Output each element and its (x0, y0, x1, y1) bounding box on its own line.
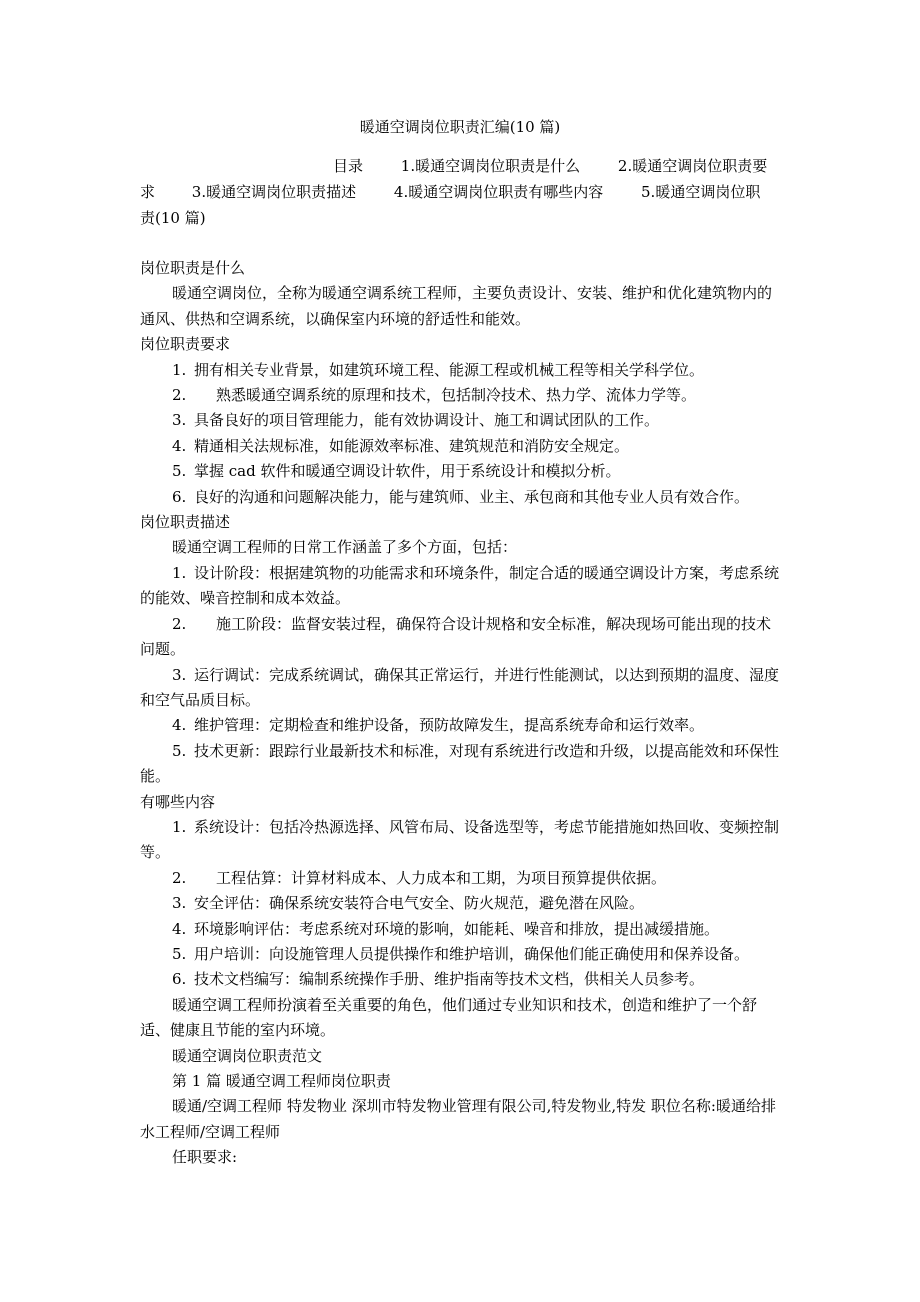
list-text: 具备良好的项目管理能力，能有效协调设计、施工和调试团队的工作。 (194, 411, 660, 430)
toc-item-3[interactable]: 3.暖通空调岗位职责描述 (191, 183, 357, 201)
section-heading: 有哪些内容 (140, 792, 216, 811)
list-item (140, 739, 785, 790)
list-item (140, 917, 785, 942)
list-number: 1. (172, 563, 187, 582)
toc-item-2-cont[interactable]: 求 (140, 183, 156, 201)
list-text: 维护管理：定期检查和维护设备，预防故障发生，提高系统寿命和运行效率。 (194, 716, 705, 735)
list-text: 工程估算：计算材料成本、人力成本和工期，为项目预算提供依据。 (216, 868, 667, 887)
list-text: 用户培训：向设施管理人员提供操作和维护培训，确保他们能正确使用和保养设备。 (194, 944, 750, 963)
table-of-contents (140, 153, 785, 231)
list-item (140, 408, 785, 433)
list-item (140, 612, 785, 663)
list-item (140, 866, 785, 891)
paragraph: 暖通空调工程师的日常工作涵盖了多个方面，包括： (172, 538, 518, 557)
list-item (140, 485, 785, 510)
toc-item-2[interactable]: 2.暖通空调岗位职责要 (617, 157, 768, 175)
list-number: 5. (172, 741, 187, 760)
list-number: 5. (172, 944, 187, 963)
list-item (140, 967, 785, 992)
section-heading: 岗位职责要求 (140, 335, 231, 354)
list-text: 技术文档编写：编制系统操作手册、维护指南等技术文档，供相关人员参考。 (194, 970, 705, 989)
list-item (140, 358, 785, 383)
list-number: 1. (172, 360, 187, 379)
list-text: 良好的沟通和问题解决能力，能与建筑师、业主、承包商和其他专业人员有效合作。 (194, 487, 750, 506)
list-item (140, 663, 785, 714)
list-number: 1. (172, 817, 187, 836)
section-heading: 岗位职责是什么 (140, 259, 246, 277)
list-number: 6. (172, 487, 187, 506)
list-number: 2. (172, 868, 187, 887)
list-item (140, 434, 785, 459)
list-item (140, 459, 785, 484)
list-number: 5. (172, 462, 187, 481)
list-item (140, 561, 785, 612)
paragraph: 暖通空调岗位，全称为暖通空调系统工程师，主要负责设计、安装、维护和优化建筑物内的通风、供热和空调系统，以确保室内环境的舒适性和能效。 (140, 284, 773, 328)
requirements-label: 任职要求: (172, 1148, 238, 1167)
toc-item-5[interactable]: 5.暖通空调岗位职 (641, 183, 761, 201)
article-title: 第 1 篇 暖通空调工程师岗位职责 (172, 1072, 391, 1090)
toc-label: 目录 (333, 157, 364, 175)
toc-item-4[interactable]: 4.暖通空调岗位职责有哪些内容 (393, 183, 604, 201)
list-item (140, 383, 785, 408)
list-number: 3. (172, 411, 187, 430)
list-text: 运行调试：完成系统调试，确保其正常运行，并进行性能测试，以达到预期的温度、湿度和空气品质目标。 (140, 665, 780, 709)
list-item (140, 891, 785, 916)
list-text: 安全评估：确保系统安装符合电气安全、防火规范，避免潜在风险。 (194, 894, 645, 913)
list-number: 4. (172, 436, 187, 455)
list-text: 熟悉暖通空调系统的原理和技术，包括制冷技术、热力学、流体力学等。 (216, 386, 697, 405)
list-number: 2. (172, 386, 187, 405)
list-item (140, 815, 785, 866)
list-item (140, 942, 785, 967)
list-text: 施工阶段：监督安装过程，确保符合设计规格和安全标准，解决现场可能出现的技术问题。 (140, 614, 772, 659)
list-text: 掌握 cad 软件和暖通空调设计软件，用于系统设计和模拟分析。 (194, 462, 621, 481)
section-heading: 岗位职责描述 (140, 513, 231, 532)
document-body (140, 256, 785, 1171)
paragraph: 暖通空调工程师扮演着至关重要的角色，他们通过专业知识和技术，创造和维护了一个舒适、健康且节能的室内环境。 (140, 995, 758, 1040)
list-number: 3. (172, 894, 187, 913)
list-number: 4. (172, 716, 187, 735)
list-text: 系统设计：包括冷热源选择、风管布局、设备选型等，考虑节能措施如热回收、变频控制等。 (140, 817, 780, 862)
section-heading: 暖通空调岗位职责范文 (172, 1046, 323, 1065)
list-text: 拥有相关专业背景，如建筑环境工程、能源工程或机械工程等相关学科学位。 (194, 360, 705, 379)
document-title: 暖通空调岗位职责汇编(10 篇) (359, 118, 561, 136)
paragraph: 暖通/空调工程师 特发物业 深圳市特发物业管理有限公司,特发物业,特发 职位名称:暖通给排水工程师/空调工程师 (140, 1097, 776, 1141)
toc-item-1[interactable]: 1.暖通空调岗位职责是什么 (400, 157, 581, 175)
list-text: 技术更新：跟踪行业最新技术和标准，对现有系统进行改造和升级，以提高能效和环保性能。 (140, 741, 780, 786)
list-item (140, 713, 785, 738)
list-text: 环境影响评估：考虑系统对环境的影响，如能耗、噪音和排放，提出减缓措施。 (194, 919, 720, 938)
list-text: 精通相关法规标准，如能源效率标准、建筑规范和消防安全规定。 (194, 436, 630, 455)
list-number: 2. (172, 614, 187, 633)
list-number: 3. (172, 665, 187, 684)
list-number: 4. (172, 919, 187, 938)
toc-item-5-cont[interactable]: 责(10 篇) (140, 209, 206, 227)
list-text: 设计阶段：根据建筑物的功能需求和环境条件，制定合适的暖通空调设计方案，考虑系统的能效、噪音控制和成本效益。 (140, 563, 780, 608)
list-number: 6. (172, 970, 187, 989)
